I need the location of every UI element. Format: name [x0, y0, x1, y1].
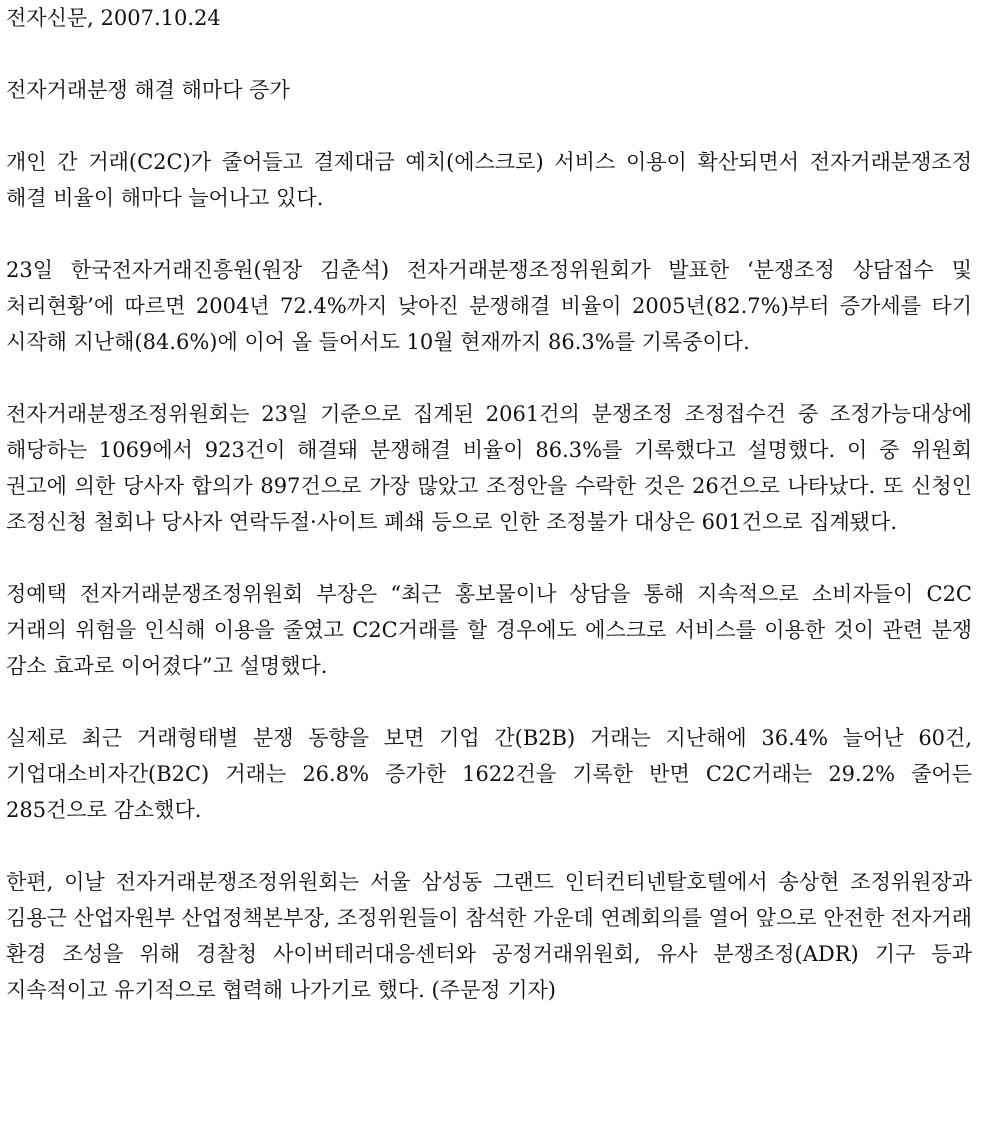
paragraph-6: 한편, 이날 전자거래분쟁조정위원회는 서울 삼성동 그랜드 인터컨티넨탈호텔에서 송상현 조정위원장과 김용근 산업자원부 산업정책본부장, 조정위원들이 참석한 가운데 연례회의를 열어 앞으로 안전한 전자거래 환경 조성을 위해 경찰청 사이버테러대응센터와 공정거래위원회, 유사 분쟁조정(ADR) 기구 등과 지속적이고 유기적으로 협력해 나가기로 했다. (주문정 기자) [6, 870, 973, 1002]
paragraph-4: 정예택 전자거래분쟁조정위원회 부장은 “최근 홍보물이나 상담을 통해 지속적으로 소비자들이 C2C 거래의 위험을 인식해 이용을 줄였고 C2C거래를 할 경우에도 에스크로 서비스를 이용한 것이 관련 분쟁 감소 효과로 이어졌다”고 설명했다. [6, 582, 972, 678]
paragraph-5: 실제로 최근 거래형태별 분쟁 동향을 보면 기업 간(B2B) 거래는 지난해에 36.4% 늘어난 60건, 기업대소비자간(B2C) 거래는 26.8% 증가한 1622건을 기록한 반면 C2C거래는 29.2% 줄어든 285건으로 감소했다. [6, 726, 972, 822]
paragraph-1: 개인 간 거래(C2C)가 줄어들고 결제대금 예치(에스크로) 서비스 이용이 확산되면서 전자거래분쟁조정 해결 비율이 해마다 늘어나고 있다. [6, 150, 972, 210]
paragraph-2: 23일 한국전자거래진흥원(원장 김춘석) 전자거래분쟁조정위원회가 발표한 ‘분쟁조정 상담접수 및 처리현황’에 따르면 2004년 72.4%까지 낮아진 분쟁해결 비율이 2005년(82.7%)부터 증가세를 타기 시작해 지난해(84.6%)에 이어 올 들어서도 10월 현재까지 86.3%를 기록중이다. [6, 258, 972, 354]
article-headline: 전자거래분쟁 해결 해마다 증가 [6, 78, 290, 102]
source-line: 전자신문, 2007.10.24 [6, 6, 221, 30]
paragraph-3: 전자거래분쟁조정위원회는 23일 기준으로 집계된 2061건의 분쟁조정 조정접수건 중 조정가능대상에 해당하는 1069에서 923건이 해결돼 분쟁해결 비율이 86.3%를 기록했다고 설명했다. 이 중 위원회 권고에 의한 당사자 합의가 897건으로 가장 많았고 조정안을 수락한 것은 26건으로 나타났다. 또 신청인 조정신청 철회나 당사자 연락두절·사이트 폐쇄 등으로 인한 조정불가 대상은 601건으로 집계됐다. [6, 402, 972, 534]
